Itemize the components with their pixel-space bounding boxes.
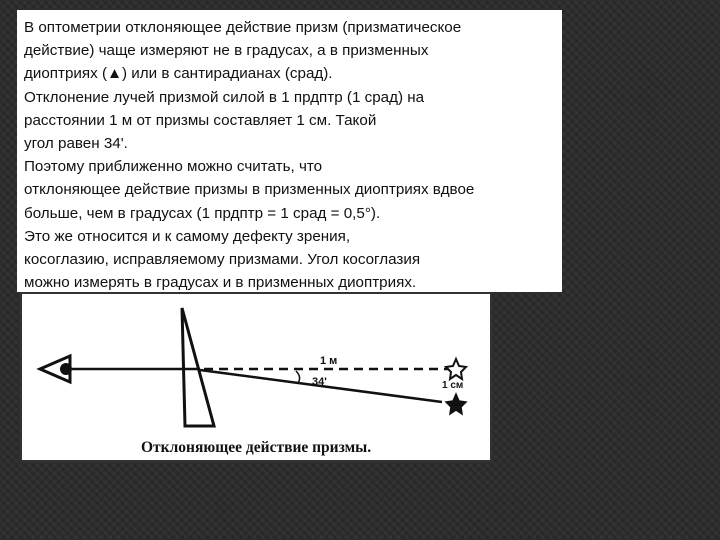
offset-label: 1 см [442,380,464,391]
text-line: Поэтому приближенно можно считать, что [24,158,323,176]
text-line: Отклонение лучей призмой силой в 1 прдптр (1 срад) на [24,88,425,106]
text-line: можно измерять в градусах и в призменных диоптриях. [24,274,417,292]
prism-figure [20,292,492,462]
figure-caption: Отклоняющее действие призмы. [141,439,372,456]
text-panel [17,10,562,292]
text-line: диоптриях (▲) или в сантирадианах (срад). [24,65,333,83]
text-line: Это же относится и к самому дефекту зрения, [24,227,351,245]
angle-arc [296,371,300,383]
text-line: отклоняющее действие призмы в призменных диоптриях вдвое [24,181,475,199]
star-outline-icon [446,359,466,379]
distance-label: 1 м [320,355,338,367]
text-line: больше, чем в градусах (1 прдптр = 1 срад = 0,5°). [24,204,381,222]
text-line: расстоянии 1 м от призмы составляет 1 см. Такой [24,111,377,129]
text-line: косоглазию, исправляемому призмами. Угол косоглазия [24,251,421,269]
prism-diagram [22,294,490,460]
eye-pupil [60,363,72,375]
text-line: действие) чаще измеряют не в градусах, а в призменных [24,42,429,60]
text-line: угол равен 34'. [24,135,128,153]
text-line: В оптометрии отклоняющее действие призм (призматическое [24,19,462,36]
prism-shape [182,308,214,426]
angle-label: 34' [312,376,327,388]
star-solid-icon [446,394,466,414]
